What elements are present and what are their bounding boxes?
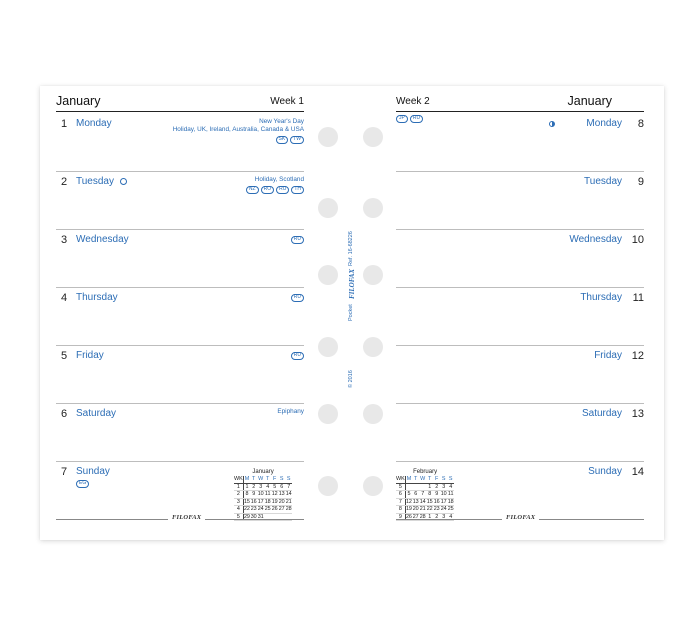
calendar-day-cell: 12 [271,491,278,497]
day-rule [396,461,644,462]
calendar-header-cell: T [428,476,432,482]
calendar-header-cell: M [406,476,412,482]
calendar-header-cell: WK [396,476,405,482]
brand-logo: FILOFAX [502,514,539,521]
calendar-week-number: 5 [396,483,405,491]
punch-hole [318,404,338,424]
day-rule [396,171,644,172]
calendar-day-cell: 2 [435,483,439,490]
reference-number: Ref. 16-68226 [348,231,354,266]
calendar-day-cell: 8 [428,491,432,497]
day-name: Friday [594,350,622,361]
day-name: Wednesday [569,234,622,245]
size-label: Pocket [348,304,354,321]
country-badge: RU [291,294,304,302]
calendar-day-cell: 29 [243,513,250,520]
punch-hole [363,265,383,285]
day-rule [56,403,304,404]
day-number: 2 [61,176,68,188]
holiday-note: Holiday, Scotland [254,176,304,183]
punch-hole [363,404,383,424]
calendar-day-cell: 3 [442,513,446,520]
day-14 [396,461,644,519]
calendar-day-cell [405,483,412,491]
calendar-header-cell: T [414,476,418,482]
day-8 [396,113,644,171]
calendar-day-cell: 8 [243,491,250,499]
holiday-notes [291,292,304,302]
calendar-day-cell: 10 [257,491,264,497]
calendar-day-cell: 5 [405,491,412,499]
calendar-day-cell: 15 [426,498,433,505]
day-name: Saturday [581,408,622,419]
holiday-note: Epiphany [277,408,304,415]
calendar-day-cell: 13 [278,491,285,497]
calendar-day-cell: 21 [285,498,292,505]
calendar-week-number: 1 [234,483,243,491]
calendar-day-cell: 15 [243,498,250,505]
day-number: 14 [631,466,644,478]
calendar-day-cell: 1 [428,513,432,520]
punch-hole [318,476,338,496]
calendar-day-cell: 25 [447,506,454,512]
calendar-header-cell: S [448,476,453,482]
calendar-day-cell: 16 [250,498,257,505]
gutter-brand-logo: FILOFAX [348,268,356,299]
copyright-text: © 2016 [348,370,354,388]
day-number: 12 [631,350,644,362]
calendar-day-cell: 24 [440,506,447,512]
left-page [56,86,304,540]
day-number: 13 [631,408,644,420]
calendar-week-number: 9 [396,513,405,521]
day-number: 5 [61,350,68,362]
punch-hole [363,337,383,357]
day-name: Wednesday [76,234,129,245]
first-quarter-moon-icon [549,121,555,127]
calendar-day-cell: 6 [280,483,284,490]
punch-hole [363,127,383,147]
day-6 [56,403,304,461]
day-name: Tuesday [584,176,622,187]
calendar-day-cell [419,483,426,491]
calendar-day-cell: 14 [419,498,426,505]
day-1 [56,113,304,171]
holiday-note: New Year's Day [259,118,304,125]
calendar-day-cell: 25 [264,506,271,512]
calendar-day-cell: 16 [433,498,440,505]
calendar-day-cell: 27 [412,513,419,520]
punch-hole [318,198,338,218]
right-page-header [396,94,644,112]
calendar-header-cell: T [252,476,256,482]
calendar-header-cell: W [420,476,426,482]
day-9 [396,171,644,229]
day-name: Sunday [76,466,110,477]
calendar-day-cell: 5 [273,483,277,490]
day-number: 1 [61,118,68,130]
calendar-week-number: 8 [396,506,405,514]
mini-calendar-grid [396,476,454,521]
day-number: 3 [61,234,68,246]
day-name: Friday [76,350,104,361]
calendar-day-cell: 14 [285,491,292,497]
day-number: 11 [632,292,644,304]
country-badge: JP [396,115,408,123]
calendar-day-cell: 22 [426,506,433,512]
day-rule [56,345,304,346]
country-badge: SK [276,136,289,144]
mini-calendar-title: February [413,469,438,475]
left-page-header [56,94,304,112]
calendar-day-cell: 21 [419,506,426,512]
calendar-day-cell: 9 [435,491,439,497]
calendar-day-cell: 11 [264,491,271,497]
calendar-header-cell: WK [234,476,243,482]
day-name: Saturday [76,408,117,419]
calendar-day-cell: 9 [252,491,256,497]
calendar-day-cell: 3 [442,483,446,490]
calendar-header-cell: M [244,476,250,482]
calendar-day-cell: 28 [285,506,292,512]
mini-calendar-february [396,469,454,521]
calendar-day-cell: 10 [440,491,447,497]
calendar-day-cell: 23 [250,506,257,512]
holiday-notes [173,118,304,144]
day-3 [56,229,304,287]
calendar-day-cell: 3 [259,483,263,490]
calendar-day-cell: 12 [405,498,412,505]
diary-sheet [40,86,664,540]
mini-calendar-grid [234,476,292,521]
day-rule [56,229,304,230]
mini-calendar-january [234,469,292,521]
mini-calendar-title: January [252,469,274,475]
calendar-day-cell: 23 [433,506,440,512]
calendar-day-cell: 19 [271,498,278,505]
calendar-day-cell: 26 [405,513,412,520]
day-rule [396,403,644,404]
calendar-day-cell: 22 [243,506,250,512]
calendar-week-number: 7 [396,498,405,506]
full-moon-icon [120,178,127,185]
week-title: Week 1 [270,96,304,107]
day-rule [396,345,644,346]
day-10 [396,229,644,287]
country-badge: RU [291,236,304,244]
calendar-day-cell: 19 [405,506,412,512]
day-number: 10 [631,234,644,246]
holiday-notes [291,350,304,360]
punch-hole [363,198,383,218]
country-badge: RU [410,115,423,123]
binder-holes [308,86,396,540]
calendar-week-number: 6 [396,491,405,499]
calendar-day-cell: 1 [243,483,250,491]
calendar-day-cell: 28 [419,513,426,520]
calendar-day-cell: 18 [447,498,454,505]
calendar-day-cell: 20 [278,498,285,505]
calendar-header-cell: S [286,476,291,482]
day-2 [56,171,304,229]
brand-logo: FILOFAX [168,514,205,521]
day-name: Thursday [580,292,622,303]
calendar-day-cell: 1 [428,483,432,490]
day-name: Thursday [76,292,118,303]
calendar-week-number: 3 [234,498,243,506]
calendar-week-number: 2 [234,491,243,499]
calendar-header-cell: F [273,476,277,482]
month-title: January [567,94,612,108]
calendar-week-number: 4 [234,506,243,514]
calendar-day-cell: 13 [412,498,419,505]
calendar-day-cell: 30 [250,513,257,520]
right-page [396,86,644,540]
day-13 [396,403,644,461]
punch-hole [318,265,338,285]
day-12 [396,345,644,403]
calendar-header-cell: W [258,476,264,482]
calendar-header-cell: S [279,476,284,482]
day-rule [396,287,644,288]
day-number: 7 [61,466,68,478]
country-badge: RU [276,186,289,194]
day-number: 4 [61,292,68,304]
week-title: Week 2 [396,96,430,107]
day-number: 6 [61,408,68,420]
calendar-day-cell [412,483,419,491]
calendar-day-cell: 26 [271,506,278,512]
holiday-notes [246,176,304,194]
country-badge: RO [261,186,275,194]
calendar-week-number: 5 [234,513,243,521]
month-title: January [56,94,101,108]
calendar-day-cell: 17 [257,498,264,505]
calendar-day-cell: 24 [257,506,264,512]
calendar-day-cell: 7 [421,491,425,497]
calendar-day-cell: 4 [449,513,453,520]
calendar-day-cell: 31 [257,513,264,520]
country-badge: TW [290,136,304,144]
day-7 [56,461,304,519]
day-rule [56,287,304,288]
country-badge: RU [291,352,304,360]
calendar-day-cell: 18 [264,498,271,505]
calendar-day-cell: 2 [252,483,256,490]
day-number: 9 [637,176,644,188]
day-number: 8 [637,118,644,130]
day-11 [396,287,644,345]
calendar-header-cell: F [435,476,439,482]
calendar-day-cell: 11 [447,491,454,497]
calendar-day-cell: 27 [278,506,285,512]
day-name: Sunday [588,466,622,477]
day-rule [396,229,644,230]
calendar-day-cell: 20 [412,506,419,512]
country-badge: NZ [246,186,259,194]
day-rule [56,171,304,172]
calendar-day-cell: 6 [414,491,418,497]
punch-hole [318,337,338,357]
country-badge: TH [291,186,304,194]
country-badge: EG [76,480,89,488]
day-rule [56,461,304,462]
holiday-notes [291,234,304,244]
day-4 [56,287,304,345]
day-name: Monday [586,118,622,129]
calendar-day-cell: 4 [266,483,270,490]
calendar-day-cell: 2 [435,513,439,520]
day-name: Tuesday [76,176,127,187]
day-5 [56,345,304,403]
punch-hole [318,127,338,147]
punch-hole [363,476,383,496]
calendar-day-cell: 17 [440,498,447,505]
calendar-header-cell: S [441,476,446,482]
calendar-header-cell: T [266,476,270,482]
calendar-day-cell: 7 [287,483,291,490]
day-name: Monday [76,118,112,129]
calendar-day-cell: 4 [449,483,453,490]
holiday-note: Holiday, UK, Ireland, Australia, Canada & USA [172,126,304,133]
holiday-notes [277,408,304,416]
